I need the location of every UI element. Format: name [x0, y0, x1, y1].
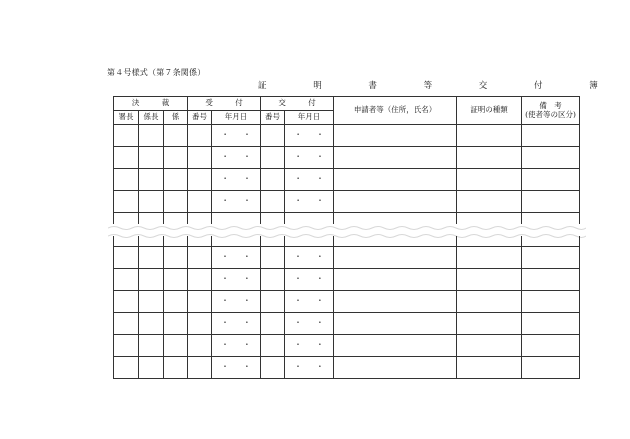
ledger-cell [139, 247, 164, 269]
ledger-cell [261, 269, 285, 291]
ledger-cell [164, 335, 188, 357]
ledger-cell [457, 236, 522, 247]
ledger-cell [139, 191, 164, 213]
ledger-cell [457, 357, 522, 379]
delivery-no-header: 番号 [261, 111, 285, 125]
ledger-cell [522, 291, 580, 313]
ledger-cell [139, 313, 164, 335]
ledger-cell [457, 247, 522, 269]
date-placeholder: ・ ・ [212, 357, 261, 379]
ledger-cell [261, 313, 285, 335]
ledger-row [114, 357, 580, 379]
reception-header: 受 付 [188, 97, 261, 111]
ledger-cell [457, 169, 522, 191]
ledger-cell [457, 213, 522, 225]
ledger-row [114, 291, 580, 313]
ledger-cell [164, 236, 188, 247]
ledger-row [114, 313, 580, 335]
ledger-cell [522, 313, 580, 335]
ledger-cell [261, 335, 285, 357]
ledger-cell [188, 313, 212, 335]
ledger-row [114, 335, 580, 357]
ledger-cell [114, 269, 139, 291]
reception-no-header: 番号 [188, 111, 212, 125]
ledger-cell [164, 147, 188, 169]
ledger-cell [522, 236, 580, 247]
ledger-cell [457, 125, 522, 147]
ledger-cell [188, 169, 212, 191]
remarks-header [522, 97, 580, 125]
ledger-cell [139, 147, 164, 169]
ledger-row [114, 247, 580, 269]
ledger-cell [114, 191, 139, 213]
applicant-header: 申請者等（住所，氏名） [334, 97, 457, 125]
ledger-cell [522, 125, 580, 147]
ledger-cell [261, 357, 285, 379]
cert-type-header: 証明の種類 [457, 97, 522, 125]
ledger-cell [334, 357, 457, 379]
ledger-cell [522, 191, 580, 213]
ledger-row [114, 147, 580, 169]
ledger-cell [139, 291, 164, 313]
ledger-cell [139, 213, 164, 225]
ledger-cell [164, 125, 188, 147]
ledger-cell [188, 147, 212, 169]
ledger-cell [114, 247, 139, 269]
ledger-cell [114, 335, 139, 357]
ledger-cell [261, 147, 285, 169]
ledger-cell [457, 191, 522, 213]
ledger-cell [457, 147, 522, 169]
section-chief-header: 係長 [139, 111, 164, 125]
ledger-cell [188, 125, 212, 147]
ledger-row [114, 213, 580, 225]
ledger-cell [334, 169, 457, 191]
ledger-cell [334, 291, 457, 313]
ledger-cell [261, 213, 285, 225]
ledger-cell [261, 191, 285, 213]
ledger-cell [188, 191, 212, 213]
date-placeholder: ・ ・ [285, 313, 334, 335]
reception-date-header: 年月日 [212, 111, 261, 125]
ledger-cell [114, 313, 139, 335]
ledger-cell [522, 147, 580, 169]
ledger-cell [522, 335, 580, 357]
ledger-cell [188, 247, 212, 269]
ledger-cell [261, 169, 285, 191]
ledger-cell [188, 335, 212, 357]
ledger-cell [164, 313, 188, 335]
ledger-cell [188, 269, 212, 291]
ledger-cell [522, 213, 580, 225]
date-placeholder: ・ ・ [285, 291, 334, 313]
ledger-cell [212, 213, 261, 225]
ledger-cell [164, 357, 188, 379]
ledger-cell [334, 236, 457, 247]
ledger-cell [139, 169, 164, 191]
ledger-cell [164, 169, 188, 191]
ledger-cell [522, 269, 580, 291]
ledger-cell [139, 335, 164, 357]
ledger-row [114, 169, 580, 191]
chief-header: 署長 [114, 111, 139, 125]
ledger-cell [522, 169, 580, 191]
ledger-cell [334, 313, 457, 335]
ledger-cell [334, 335, 457, 357]
ledger-cell [164, 213, 188, 225]
ledger-cell [164, 247, 188, 269]
decision-header: 決 裁 [114, 97, 188, 111]
ledger-cell [114, 357, 139, 379]
ledger-cell [457, 335, 522, 357]
ledger-cell [522, 357, 580, 379]
ledger-cell [139, 125, 164, 147]
ledger-cell [334, 269, 457, 291]
ledger-cell [164, 191, 188, 213]
ledger-cell [188, 357, 212, 379]
date-placeholder: ・ ・ [285, 247, 334, 269]
date-placeholder: ・ ・ [285, 269, 334, 291]
ledger-cell [334, 247, 457, 269]
date-placeholder: ・ ・ [212, 169, 261, 191]
ledger-cell [164, 291, 188, 313]
ledger-cell [334, 213, 457, 225]
ledger-row [114, 236, 580, 247]
date-placeholder: ・ ・ [285, 357, 334, 379]
ledger-cell [261, 291, 285, 313]
ledger-row [114, 125, 580, 147]
date-placeholder: ・ ・ [285, 335, 334, 357]
date-placeholder: ・ ・ [285, 147, 334, 169]
date-placeholder: ・ ・ [212, 335, 261, 357]
date-placeholder: ・ ・ [212, 291, 261, 313]
ledger-cell [139, 236, 164, 247]
ledger-cell [114, 291, 139, 313]
ledger-cell [261, 125, 285, 147]
ledger-cell [457, 269, 522, 291]
date-placeholder: ・ ・ [212, 269, 261, 291]
ledger-cell [114, 147, 139, 169]
ledger-row [114, 191, 580, 213]
ledger-cell [188, 236, 212, 247]
ledger-cell [457, 291, 522, 313]
ledger-cell [139, 357, 164, 379]
ledger-row [114, 269, 580, 291]
ledger-cell [114, 125, 139, 147]
ledger-cell [114, 236, 139, 247]
date-placeholder: ・ ・ [212, 125, 261, 147]
ledger-cell [457, 313, 522, 335]
ledger-cell [212, 236, 261, 247]
ledger-table-upper [113, 96, 580, 224]
ledger-cell [261, 236, 285, 247]
document-title: 証 明 書 等 交 付 簿 [258, 81, 620, 91]
ledger-cell [114, 169, 139, 191]
date-placeholder: ・ ・ [285, 191, 334, 213]
date-placeholder: ・ ・ [285, 169, 334, 191]
date-placeholder: ・ ・ [212, 147, 261, 169]
staff-header: 係 [164, 111, 188, 125]
ledger-cell [164, 269, 188, 291]
ledger-cell [334, 191, 457, 213]
date-placeholder: ・ ・ [212, 313, 261, 335]
date-placeholder: ・ ・ [212, 191, 261, 213]
ledger-cell [334, 125, 457, 147]
ledger-cell [522, 247, 580, 269]
ledger-cell [334, 147, 457, 169]
form-number-label: 第４号様式（第７条関係） [107, 68, 206, 77]
date-placeholder: ・ ・ [285, 125, 334, 147]
delivery-date-header: 年月日 [285, 111, 334, 125]
ledger-cell [188, 213, 212, 225]
ledger-cell [285, 213, 334, 225]
ledger-cell [261, 247, 285, 269]
ledger-cell [285, 236, 334, 247]
ledger-table-lower [113, 236, 580, 379]
date-placeholder: ・ ・ [212, 247, 261, 269]
ledger-cell [114, 213, 139, 225]
ledger-cell [139, 269, 164, 291]
remarks-sublabel: (使者等の区分) [525, 109, 576, 119]
delivery-header: 交 付 [261, 97, 334, 111]
ledger-cell [188, 291, 212, 313]
remarks-label: 備 考 [539, 100, 562, 110]
